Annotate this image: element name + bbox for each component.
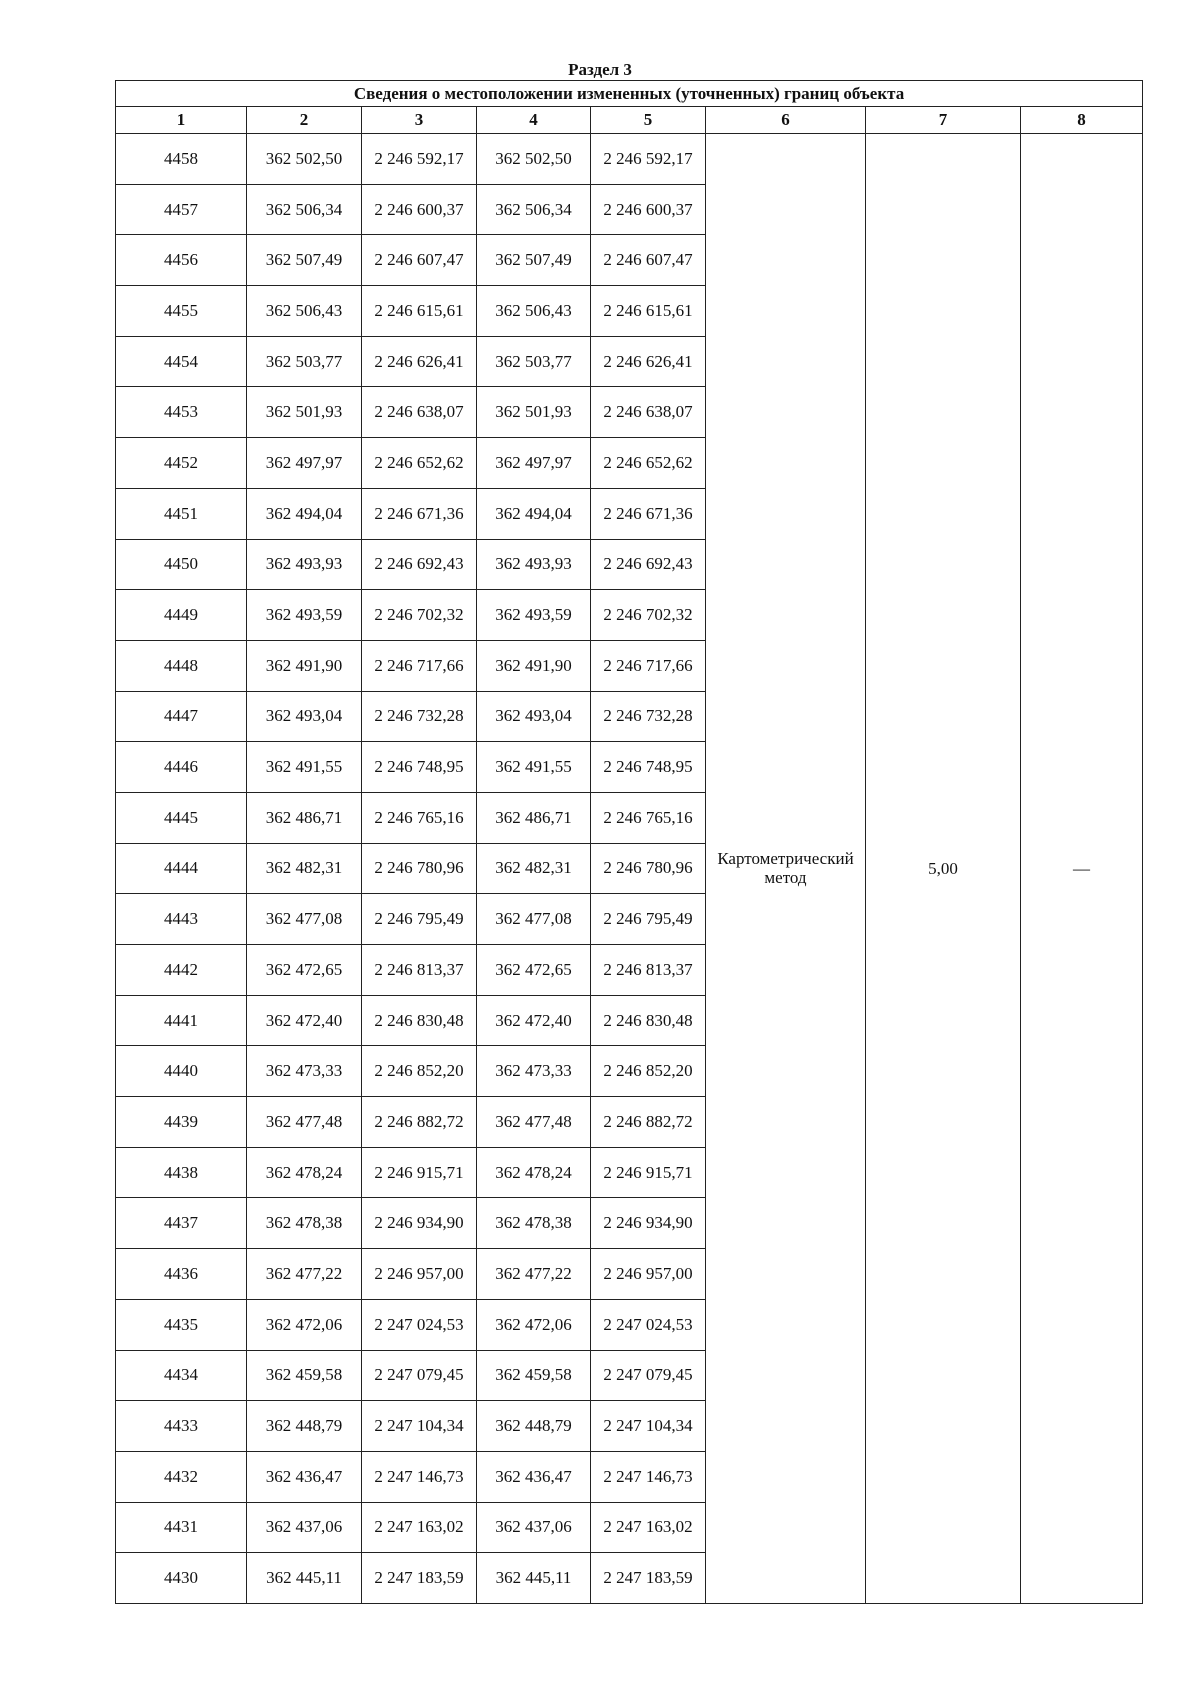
method-cell (706, 134, 866, 1604)
coordinate-cell: 2 246 852,20 (362, 1046, 477, 1097)
point-number-cell: 4433 (116, 1401, 247, 1452)
coordinate-cell: 2 247 163,02 (591, 1502, 706, 1553)
coordinate-cell: 2 246 626,41 (591, 336, 706, 387)
coordinate-cell: 2 246 600,37 (362, 184, 477, 235)
point-number-cell: 4456 (116, 235, 247, 286)
coordinate-cell: 362 502,50 (477, 134, 591, 185)
point-number-cell: 4437 (116, 1198, 247, 1249)
column-header-6: 6 (706, 107, 866, 134)
coordinate-cell: 2 247 163,02 (362, 1502, 477, 1553)
coordinate-cell: 362 478,38 (477, 1198, 591, 1249)
coordinate-cell: 362 482,31 (247, 843, 362, 894)
coordinate-cell: 362 473,33 (247, 1046, 362, 1097)
point-number-cell: 4450 (116, 539, 247, 590)
column-header-2: 2 (247, 107, 362, 134)
coordinate-cell: 362 478,24 (477, 1147, 591, 1198)
coordinate-cell: 362 494,04 (477, 488, 591, 539)
coordinate-cell: 2 246 934,90 (591, 1198, 706, 1249)
coordinate-cell: 2 246 748,95 (362, 742, 477, 793)
point-number-cell: 4435 (116, 1299, 247, 1350)
column-header-5: 5 (591, 107, 706, 134)
coordinate-cell: 362 459,58 (477, 1350, 591, 1401)
point-number-cell: 4442 (116, 945, 247, 996)
coordinate-cell: 2 246 957,00 (362, 1249, 477, 1300)
coordinate-cell: 362 477,08 (247, 894, 362, 945)
coordinate-cell: 362 478,24 (247, 1147, 362, 1198)
coordinate-cell: 362 493,59 (477, 590, 591, 641)
coordinate-cell: 362 486,71 (247, 792, 362, 843)
coordinate-cell: 362 501,93 (247, 387, 362, 438)
coordinate-cell: 362 436,47 (247, 1451, 362, 1502)
coordinate-cell: 362 482,31 (477, 843, 591, 894)
coordinate-cell: 2 247 104,34 (591, 1401, 706, 1452)
coordinate-cell: 2 246 638,07 (362, 387, 477, 438)
coordinate-cell: 2 246 795,49 (362, 894, 477, 945)
coordinate-cell: 2 246 638,07 (591, 387, 706, 438)
coordinate-cell: 2 247 079,45 (362, 1350, 477, 1401)
coordinate-cell: 2 246 615,61 (591, 286, 706, 337)
coordinate-cell: 362 459,58 (247, 1350, 362, 1401)
coordinate-cell: 362 491,55 (247, 742, 362, 793)
boundary-coordinates-table (115, 80, 1143, 1604)
coordinate-cell: 2 246 717,66 (362, 640, 477, 691)
point-number-cell: 4451 (116, 488, 247, 539)
coordinate-cell: 362 493,59 (247, 590, 362, 641)
coordinate-cell: 362 473,33 (477, 1046, 591, 1097)
coordinate-cell: 2 246 615,61 (362, 286, 477, 337)
coordinate-cell: 2 246 652,62 (591, 438, 706, 489)
point-number-cell: 4446 (116, 742, 247, 793)
table-body (116, 134, 1143, 1604)
coordinate-cell: 2 246 915,71 (362, 1147, 477, 1198)
column-header-row (116, 107, 1143, 134)
coordinate-cell: 2 246 795,49 (591, 894, 706, 945)
coordinate-cell: 2 246 934,90 (362, 1198, 477, 1249)
coordinate-cell: 362 478,38 (247, 1198, 362, 1249)
coordinate-cell: 362 477,22 (247, 1249, 362, 1300)
coordinate-cell: 362 506,34 (247, 184, 362, 235)
section-title: Раздел 3 (568, 60, 632, 79)
method-line-1: Картометрический (717, 849, 854, 869)
coordinate-cell: 362 503,77 (247, 336, 362, 387)
coordinate-cell: 362 493,93 (247, 539, 362, 590)
point-number-cell: 4441 (116, 995, 247, 1046)
coordinate-cell: 362 497,97 (247, 438, 362, 489)
coordinate-cell: 362 493,04 (247, 691, 362, 742)
coordinate-cell: 362 448,79 (247, 1401, 362, 1452)
coordinate-cell: 2 246 765,16 (362, 792, 477, 843)
coordinate-cell: 2 246 830,48 (362, 995, 477, 1046)
coordinate-cell: 362 437,06 (247, 1502, 362, 1553)
coordinate-cell: 2 246 813,37 (362, 945, 477, 996)
coordinate-cell: 2 246 852,20 (591, 1046, 706, 1097)
coordinate-cell: 362 507,49 (247, 235, 362, 286)
point-number-cell: 4457 (116, 184, 247, 235)
point-number-cell: 4447 (116, 691, 247, 742)
method-text (717, 849, 853, 887)
coordinate-cell: 2 246 732,28 (362, 691, 477, 742)
column-header-3: 3 (362, 107, 477, 134)
coordinate-cell: 362 472,40 (477, 995, 591, 1046)
coordinate-cell: 2 246 626,41 (362, 336, 477, 387)
coordinate-cell: 362 472,65 (477, 945, 591, 996)
coordinate-cell: 362 497,97 (477, 438, 591, 489)
coordinate-cell: 2 247 104,34 (362, 1401, 477, 1452)
coordinate-cell: 2 247 024,53 (591, 1299, 706, 1350)
coordinate-cell: 362 445,11 (477, 1553, 591, 1604)
coordinate-cell: 2 246 592,17 (591, 134, 706, 185)
point-number-cell: 4453 (116, 387, 247, 438)
coordinate-cell: 2 246 702,32 (591, 590, 706, 641)
point-number-cell: 4444 (116, 843, 247, 894)
table-row (116, 134, 1143, 185)
coordinate-cell: 362 491,55 (477, 742, 591, 793)
coordinate-cell: 362 477,22 (477, 1249, 591, 1300)
coordinate-cell: 362 477,48 (477, 1097, 591, 1148)
point-number-cell: 4449 (116, 590, 247, 641)
column-header-1: 1 (116, 107, 247, 134)
coordinate-cell: 2 246 813,37 (591, 945, 706, 996)
coordinate-cell: 2 246 830,48 (591, 995, 706, 1046)
point-number-cell: 4436 (116, 1249, 247, 1300)
point-number-cell: 4455 (116, 286, 247, 337)
coordinate-cell: 2 246 671,36 (362, 488, 477, 539)
point-number-cell: 4432 (116, 1451, 247, 1502)
point-number-cell: 4434 (116, 1350, 247, 1401)
column-header-4: 4 (477, 107, 591, 134)
point-number-cell: 4439 (116, 1097, 247, 1148)
point-number-cell: 4454 (116, 336, 247, 387)
coordinate-cell: 2 246 702,32 (362, 590, 477, 641)
coordinate-cell: 362 506,43 (477, 286, 591, 337)
coordinate-cell: 362 472,06 (477, 1299, 591, 1350)
coordinate-cell: 2 247 183,59 (591, 1553, 706, 1604)
coordinate-cell: 362 445,11 (247, 1553, 362, 1604)
coordinate-cell: 2 246 882,72 (362, 1097, 477, 1148)
coordinate-cell: 2 246 592,17 (362, 134, 477, 185)
coordinate-cell: 2 246 652,62 (362, 438, 477, 489)
coordinate-cell: 362 501,93 (477, 387, 591, 438)
coordinate-cell: 2 246 671,36 (591, 488, 706, 539)
coordinate-cell: 2 246 600,37 (591, 184, 706, 235)
point-number-cell: 4431 (116, 1502, 247, 1553)
coordinate-cell: 362 491,90 (247, 640, 362, 691)
coordinate-cell: 2 246 915,71 (591, 1147, 706, 1198)
coordinate-cell: 2 246 607,47 (362, 235, 477, 286)
coordinate-cell: 2 246 765,16 (591, 792, 706, 843)
coordinate-cell: 2 247 183,59 (362, 1553, 477, 1604)
coordinate-cell: 362 472,40 (247, 995, 362, 1046)
column-8-cell: — (1021, 134, 1143, 1604)
coordinate-cell: 362 502,50 (247, 134, 362, 185)
coordinate-cell: 2 247 146,73 (591, 1451, 706, 1502)
coordinate-cell: 362 477,08 (477, 894, 591, 945)
coordinate-cell: 362 436,47 (477, 1451, 591, 1502)
coordinate-cell: 2 246 780,96 (591, 843, 706, 894)
coordinate-cell: 362 506,34 (477, 184, 591, 235)
coordinate-cell: 2 246 882,72 (591, 1097, 706, 1148)
coordinate-cell: 2 247 079,45 (591, 1350, 706, 1401)
point-number-cell: 4445 (116, 792, 247, 843)
coordinate-cell: 362 506,43 (247, 286, 362, 337)
coordinate-cell: 2 247 024,53 (362, 1299, 477, 1350)
point-number-cell: 4438 (116, 1147, 247, 1198)
coordinate-cell: 362 448,79 (477, 1401, 591, 1452)
coordinate-cell: 362 494,04 (247, 488, 362, 539)
coordinate-cell: 362 493,93 (477, 539, 591, 590)
point-number-cell: 4448 (116, 640, 247, 691)
point-number-cell: 4443 (116, 894, 247, 945)
method-line-2: метод (764, 868, 807, 888)
coordinate-cell: 362 503,77 (477, 336, 591, 387)
coordinate-cell: 2 246 732,28 (591, 691, 706, 742)
table-caption: Сведения о местоположении измененных (уточненных) границ объекта (116, 81, 1143, 107)
coordinate-cell: 362 491,90 (477, 640, 591, 691)
coordinate-cell: 2 246 957,00 (591, 1249, 706, 1300)
coordinate-cell: 362 507,49 (477, 235, 591, 286)
coordinate-cell: 2 246 780,96 (362, 843, 477, 894)
coordinate-cell: 362 472,65 (247, 945, 362, 996)
accuracy-cell: 5,00 (866, 134, 1021, 1604)
coordinate-cell: 362 472,06 (247, 1299, 362, 1350)
coordinate-cell: 2 246 607,47 (591, 235, 706, 286)
point-number-cell: 4430 (116, 1553, 247, 1604)
coordinate-cell: 362 437,06 (477, 1502, 591, 1553)
coordinate-cell: 2 246 692,43 (362, 539, 477, 590)
column-header-7: 7 (866, 107, 1021, 134)
point-number-cell: 4440 (116, 1046, 247, 1097)
column-header-8: 8 (1021, 107, 1143, 134)
point-number-cell: 4452 (116, 438, 247, 489)
coordinate-cell: 2 246 748,95 (591, 742, 706, 793)
coordinate-cell: 362 477,48 (247, 1097, 362, 1148)
point-number-cell: 4458 (116, 134, 247, 185)
coordinate-cell: 2 246 692,43 (591, 539, 706, 590)
coordinate-cell: 2 247 146,73 (362, 1451, 477, 1502)
coordinate-cell: 362 486,71 (477, 792, 591, 843)
coordinate-cell: 2 246 717,66 (591, 640, 706, 691)
coordinate-cell: 362 493,04 (477, 691, 591, 742)
